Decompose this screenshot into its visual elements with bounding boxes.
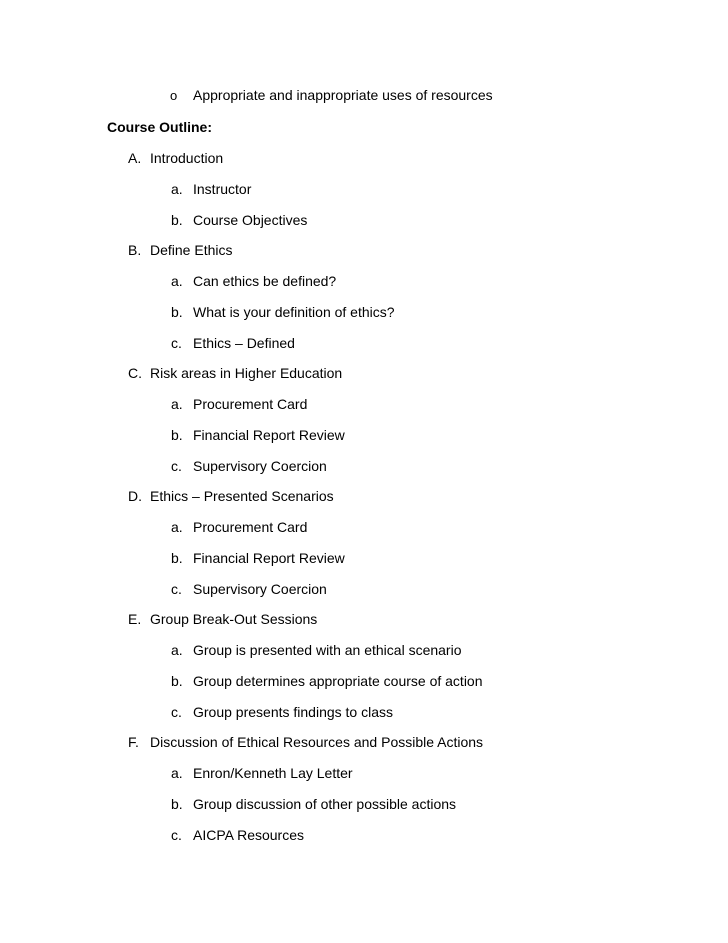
item-text: Ethics – Defined: [193, 335, 295, 351]
section-title: Define Ethics: [150, 242, 233, 258]
item-marker: c.: [171, 581, 182, 597]
outline-section-f: [128, 733, 483, 751]
item-marker: b.: [171, 796, 183, 812]
item-text: Financial Report Review: [193, 550, 345, 566]
section-title: Risk areas in Higher Education: [150, 365, 343, 381]
outline-item: [171, 334, 295, 352]
outline-item: [171, 211, 307, 229]
item-marker: c.: [171, 827, 182, 843]
outline-item: [171, 641, 461, 659]
item-text: Group discussion of other possible actions: [193, 796, 457, 812]
section-title: Ethics – Presented Scenarios: [150, 488, 334, 504]
section-title: Introduction: [150, 150, 224, 166]
item-text: AICPA Resources: [193, 827, 305, 843]
item-text: Supervisory Coercion: [193, 581, 327, 597]
section-marker: A.: [128, 150, 142, 166]
item-marker: a.: [171, 273, 183, 289]
item-marker: b.: [171, 304, 183, 320]
outline-item: [171, 703, 393, 721]
outline-item: [171, 426, 345, 444]
section-marker: D.: [128, 488, 142, 504]
outline-item: [171, 549, 345, 567]
item-text: Course Objectives: [193, 212, 308, 228]
outline-item: [171, 303, 395, 321]
outline-item: [171, 764, 353, 782]
outline-item: [171, 518, 307, 536]
outline-item: [171, 580, 327, 598]
section-marker: F.: [128, 734, 139, 750]
item-text: What is your definition of ethics?: [193, 304, 395, 320]
item-marker: a.: [171, 642, 183, 658]
item-marker: c.: [171, 458, 182, 474]
outline-item: [171, 457, 327, 475]
outline-item: [171, 795, 456, 813]
item-marker: b.: [171, 427, 183, 443]
item-text: Procurement Card: [193, 519, 308, 535]
item-text: Group determines appropriate course of action: [193, 673, 483, 689]
outline-item: [171, 826, 304, 844]
course-outline-heading: Course Outline:: [107, 119, 213, 135]
item-marker: c.: [171, 335, 182, 351]
section-marker: E.: [128, 611, 142, 627]
outline-item: [171, 395, 307, 413]
outline-section-c: [128, 364, 342, 382]
outline-section-a: [128, 149, 223, 167]
item-text: Instructor: [193, 181, 252, 197]
item-marker: a.: [171, 519, 183, 535]
item-text: Procurement Card: [193, 396, 308, 412]
item-marker: a.: [171, 396, 183, 412]
outline-section-d: [128, 487, 334, 505]
bullet-item-text: Appropriate and inappropriate uses of resources: [193, 87, 493, 103]
outline-section-b: [128, 241, 232, 259]
section-marker: C.: [128, 365, 142, 381]
section-title: Discussion of Ethical Resources and Possible Actions: [150, 734, 484, 750]
resources-bullet-item: [170, 86, 493, 105]
item-marker: b.: [171, 673, 183, 689]
item-marker: c.: [171, 704, 182, 720]
item-text: Group is presented with an ethical scenario: [193, 642, 462, 658]
item-text: Supervisory Coercion: [193, 458, 327, 474]
item-marker: a.: [171, 765, 183, 781]
item-text: Enron/Kenneth Lay Letter: [193, 765, 353, 781]
outline-item: [171, 272, 336, 290]
item-text: Financial Report Review: [193, 427, 345, 443]
item-text: Can ethics be defined?: [193, 273, 337, 289]
outline-item: [171, 180, 251, 198]
outline-item: [171, 672, 483, 690]
section-marker: B.: [128, 242, 142, 258]
section-title: Group Break-Out Sessions: [150, 611, 318, 627]
outline-section-e: [128, 610, 317, 628]
item-text: Group presents findings to class: [193, 704, 393, 720]
item-marker: b.: [171, 550, 183, 566]
item-marker: a.: [171, 181, 183, 197]
item-marker: b.: [171, 212, 183, 228]
hollow-bullet-marker: o: [170, 88, 178, 103]
